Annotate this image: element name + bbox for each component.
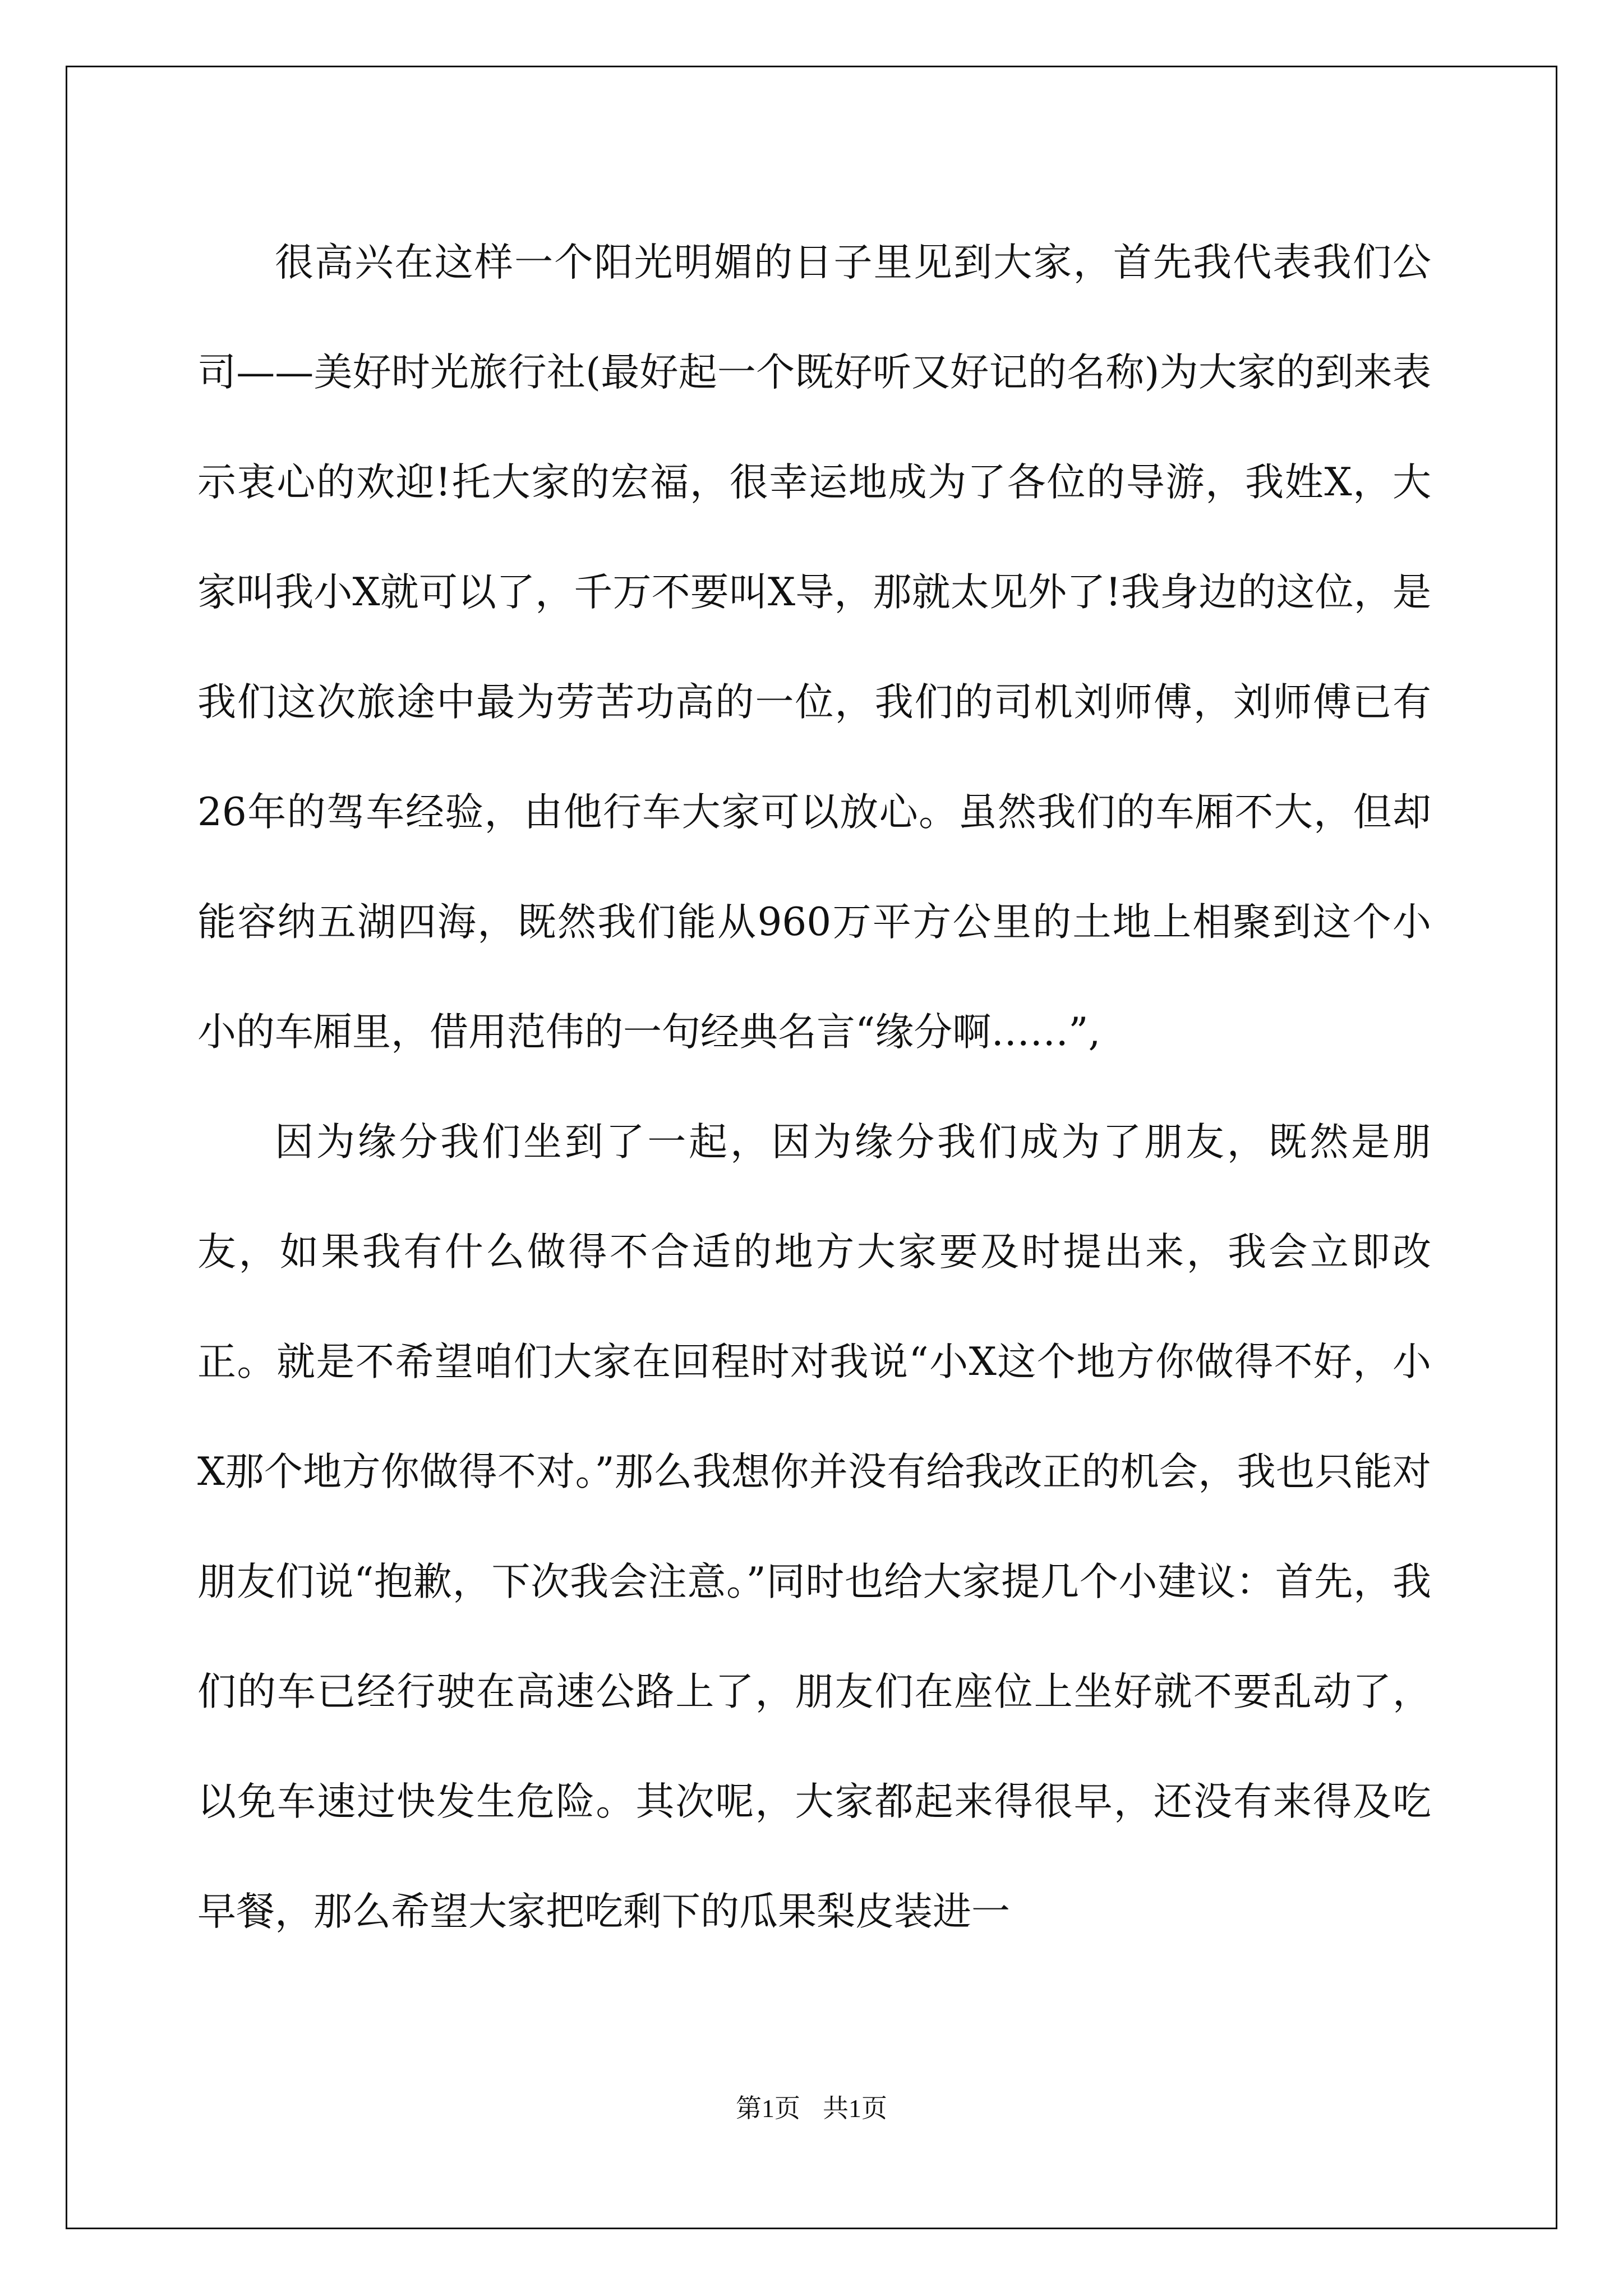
document-body xyxy=(197,208,1431,1967)
paragraph-2: 因为缘分我们坐到了一起，因为缘分我们成为了朋友，既然是朋友，如果我有什么做得不合适的地方大家要及时提出来，我会立即改正。就是不希望咱们大家在回程时对我说“小X这个地方你做得不好，小X那个地方你做得不对。”那么我想你并没有给我改正的机会，我也只能对朋友们说“抱歉，下次我会注意。”同时也给大家提几个小建议：首先，我们的车已经行驶在高速公路上了，朋友们在座位上坐好就不要乱动了，以免车速过快发生危险。其次呢，大家都起来得很早，还没有来得及吃早餐，那么希望大家把吃剩下的瓜果梨皮装进一 xyxy=(197,1120,1431,1934)
page-total: 共1页 xyxy=(823,2094,887,2123)
paragraph-1: 很高兴在这样一个阳光明媚的日子里见到大家，首先我代表我们公司——美好时光旅行社(最好起一个既好听又好记的名称)为大家的到来表示衷心的欢迎!托大家的宏福，很幸运地成为了各位的导游，我姓X，大家叫我小X就可以了，千万不要叫X导，那就太见外了!我身边的这位，是我们这次旅途中最为劳苦功高的一位，我们的司机刘师傅，刘师傅已有26年的驾车经验，由他行车大家可以放心。虽然我们的车厢不大，但却能容纳五湖四海，既然我们能从960万平方公里的土地上相聚到这个小小的车厢里，借用范伟的一句经典名言“缘分啊……”, xyxy=(197,240,1431,1055)
page-number: 第1页 xyxy=(736,2094,800,2123)
page-footer xyxy=(0,2088,1623,2125)
